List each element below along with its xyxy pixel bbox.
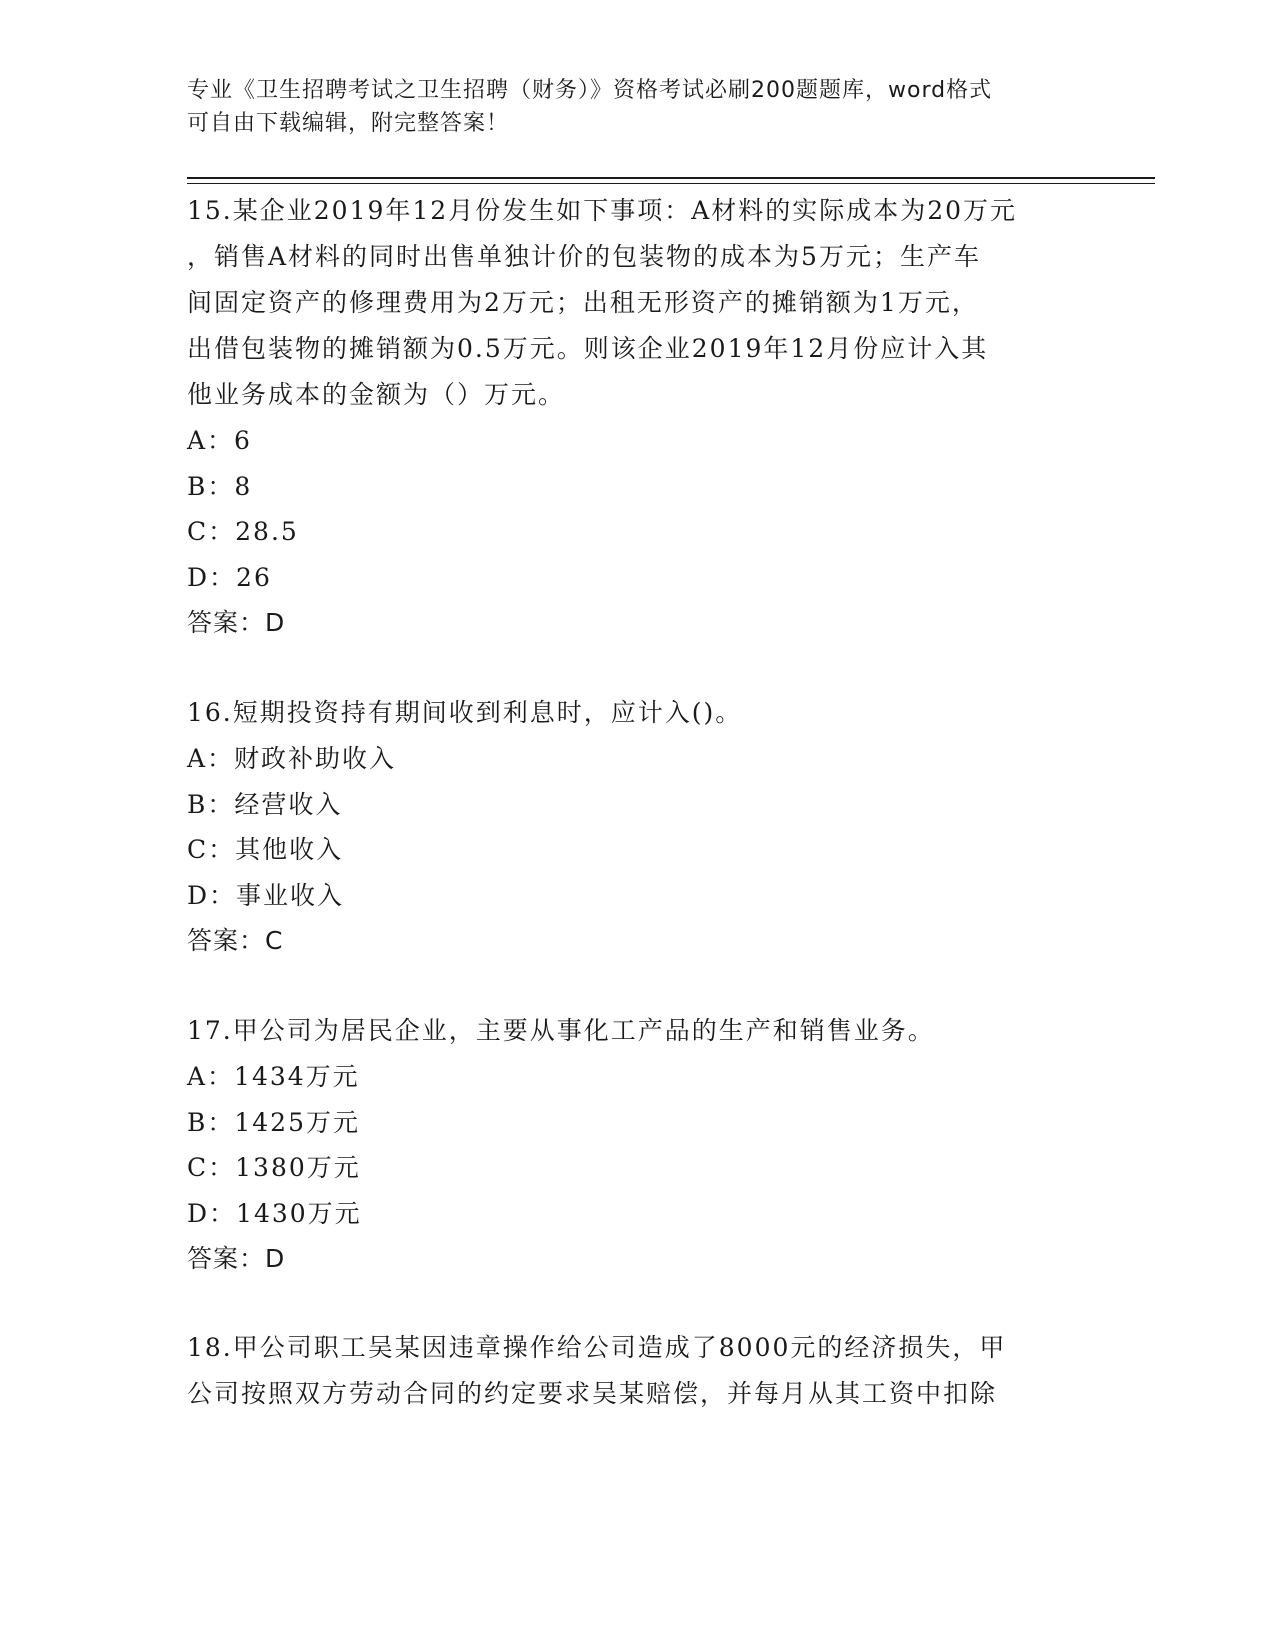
option-b: B：1425万元: [187, 1107, 360, 1137]
question-18: [187, 1325, 1087, 1417]
question-stem-line: 他业务成本的金额为（）万元。: [187, 380, 566, 409]
question-16: [187, 690, 1087, 964]
question-15: [187, 188, 1087, 646]
question-stem-line: 出借包装物的摊销额为0.5万元。则该企业2019年12月份应计入其: [187, 334, 989, 363]
option-d: D：事业收入: [187, 880, 345, 910]
option-d: D：1430万元: [187, 1198, 362, 1228]
header-line-1: 专业《卫生招聘考试之卫生招聘（财务）》资格考试必刷200题题库，word格式: [187, 78, 993, 103]
option-a: A：财政补助收入: [187, 744, 397, 773]
answer-line: 答案：D: [187, 1244, 286, 1273]
header-divider-thin: [187, 183, 1155, 184]
option-b: B：经营收入: [187, 789, 343, 819]
question-stem-line: 16.短期投资持有期间收到利息时，应计入()。: [187, 698, 743, 727]
option-a: A：6: [187, 426, 252, 455]
header-divider-thick: [187, 177, 1155, 179]
question-stem-line: 18.甲公司职工吴某因违章操作给公司造成了8000元的经济损失，甲: [187, 1333, 1007, 1362]
question-17: [187, 1008, 1087, 1282]
question-stem-line: 间固定资产的修理费用为2万元；出租无形资产的摊销额为1万元，: [187, 288, 979, 317]
option-c: C：28.5: [187, 517, 299, 546]
option-d: D：26: [187, 562, 272, 592]
document-header: [187, 74, 1087, 140]
answer-line: 答案：D: [187, 608, 286, 637]
option-b: B：8: [187, 471, 253, 501]
question-stem-line: 17.甲公司为居民企业，主要从事化工产品的生产和销售业务。: [187, 1016, 935, 1045]
question-stem-line: 公司按照双方劳动合同的约定要求吴某赔偿，并每月从其工资中扣除: [187, 1379, 998, 1408]
question-stem-line: 15.某企业2019年12月份发生如下事项：A材料的实际成本为20万元: [187, 196, 1018, 225]
answer-line: 答案：C: [187, 926, 284, 955]
question-stem-line: ，销售A材料的同时出售单独计价的包装物的成本为5万元；生产车: [187, 242, 981, 271]
option-c: C：1380万元: [187, 1153, 361, 1182]
header-line-2: 可自由下载编辑，附完整答案！: [187, 111, 510, 136]
option-a: A：1434万元: [187, 1062, 360, 1091]
option-c: C：其他收入: [187, 835, 344, 864]
